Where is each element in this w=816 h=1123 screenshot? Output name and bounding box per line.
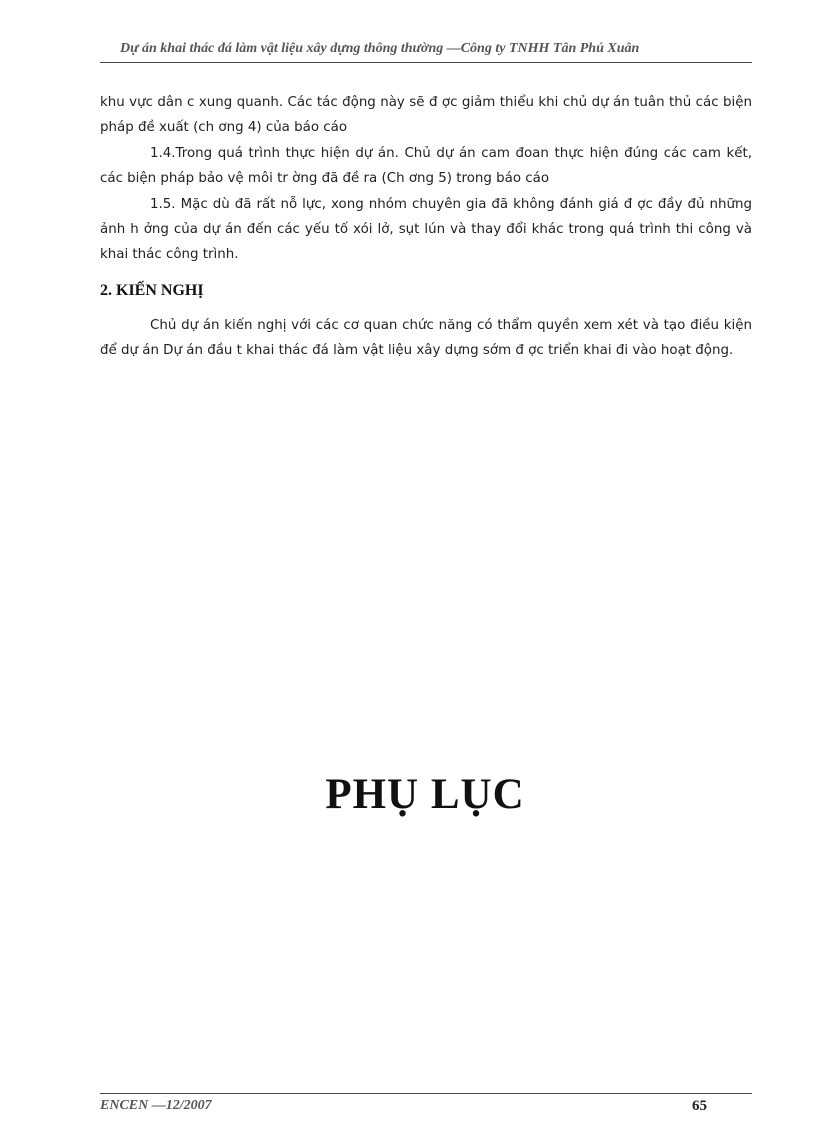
page-number: 65 (692, 1098, 707, 1114)
paragraph-2: 1.4.Trong quá trình thực hiện dự án. Chủ dự án cam đoan thực hiện đúng các cam kết, các biện pháp bảo vệ môi tr ờng đã đề ra (Ch ơng 5) trong báo cáo (100, 146, 752, 186)
paragraph-1: khu vực dân c xung quanh. Các tác động này sẽ đ ợc giảm thiểu khi chủ dự án tuân thủ các biện pháp đề xuất (ch ơng 4) của báo cáo (100, 95, 752, 135)
paragraph-3: 1.5. Mặc dù đã rất nỗ lực, xong nhóm chuyên gia đã không đánh giá đ ợc đầy đủ những ảnh h ởng của dự án đến các yếu tố xói lở, sụt lún và thay đổi khác trong quá trình thi công và khai thác công trình. (100, 197, 752, 262)
appendix-title: PHỤ LỤC (325, 771, 525, 818)
paragraph-4: Chủ dự án kiến nghị với các cơ quan chức năng có thẩm quyền xem xét và tạo điều kiện để dự án Dự án đầu t khai thác đá làm vật liệu xây dựng sớm đ ợc triển khai đi vào hoạt động. (100, 318, 752, 358)
running-header: Dự án khai thác đá làm vật liệu xây dựng thông thường —Công ty TNHH Tân Phú Xuân (120, 41, 640, 56)
header-divider (100, 62, 752, 63)
section-heading: 2. KIẾN NGHỊ (100, 282, 204, 299)
footer-divider (100, 1093, 752, 1094)
footer-label: ENCEN —12/2007 (100, 1098, 212, 1113)
